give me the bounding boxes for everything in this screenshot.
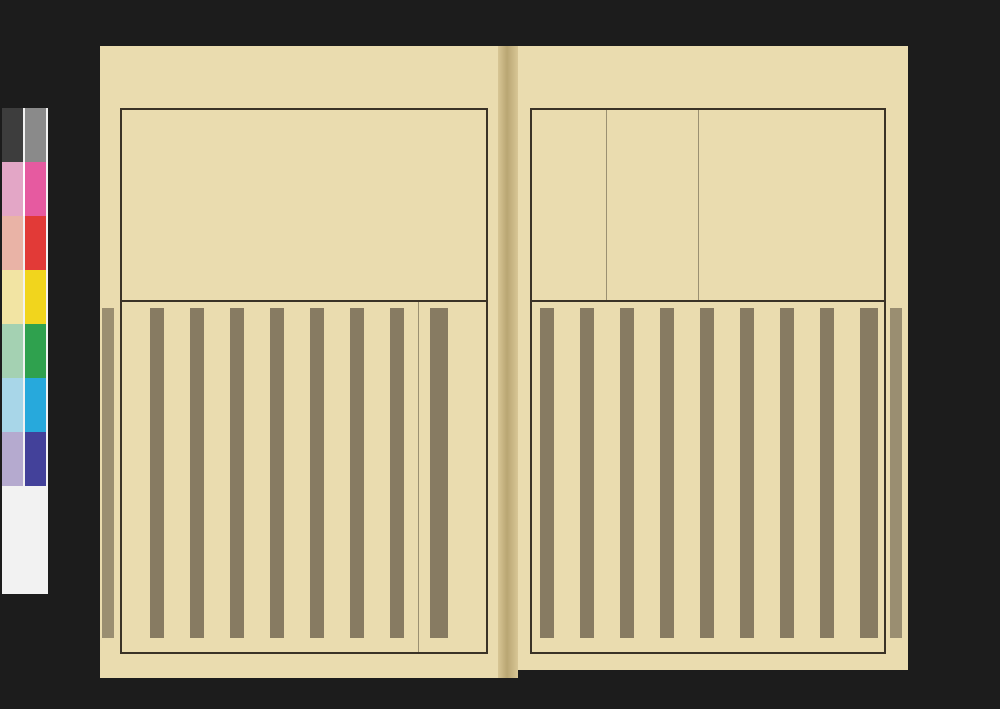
calibration-swatch	[25, 216, 46, 270]
right-text-column	[540, 308, 554, 638]
calibration-swatch	[2, 270, 23, 324]
calibration-swatch	[2, 324, 23, 378]
right-text-column	[580, 308, 594, 638]
calibration-swatch	[25, 432, 46, 486]
right-page	[508, 46, 908, 670]
left-text-column	[430, 308, 448, 638]
left-text-column	[270, 308, 284, 638]
right-text-column	[700, 308, 714, 638]
calibration-swatch	[25, 162, 46, 216]
right-text-column	[620, 308, 634, 638]
calibration-swatch	[25, 108, 46, 162]
right-page-divider	[530, 300, 886, 302]
calibration-swatch	[2, 378, 23, 432]
calibration-swatch	[2, 216, 23, 270]
right-column-rule	[698, 108, 699, 300]
calibration-swatch	[25, 324, 46, 378]
book-gutter	[498, 46, 518, 678]
left-column-rule	[418, 300, 419, 654]
left-text-column	[190, 308, 204, 638]
right-column-rule	[606, 108, 607, 300]
left-text-column	[350, 308, 364, 638]
right-text-column	[820, 308, 834, 638]
right-margin-column	[890, 308, 902, 638]
right-text-column	[780, 308, 794, 638]
left-page	[100, 46, 508, 678]
left-text-column	[230, 308, 244, 638]
right-text-column	[860, 308, 878, 638]
calibration-swatch	[2, 108, 23, 162]
calibration-swatch	[25, 378, 46, 432]
left-text-column	[390, 308, 404, 638]
left-text-column	[310, 308, 324, 638]
left-page-divider	[120, 300, 488, 302]
calibration-swatch	[25, 270, 46, 324]
left-margin-column	[102, 308, 114, 638]
calibration-swatch	[2, 432, 23, 486]
color-calibration-strip	[2, 108, 48, 594]
left-text-column	[150, 308, 164, 638]
right-text-column	[660, 308, 674, 638]
calibration-swatch	[2, 162, 23, 216]
right-text-column	[740, 308, 754, 638]
